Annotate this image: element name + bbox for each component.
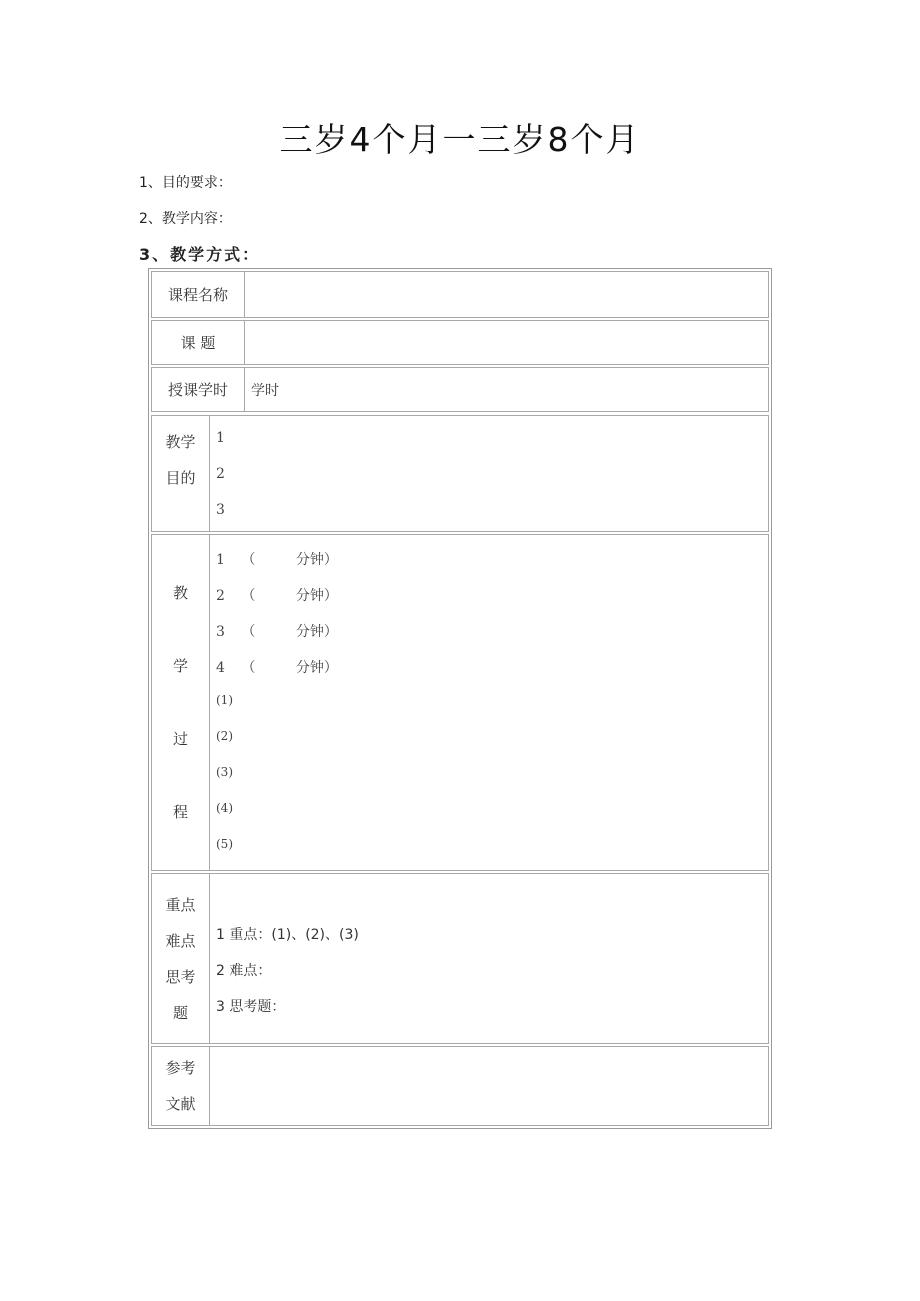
step-num: 1 [216, 552, 225, 568]
step-num: 3 [216, 624, 225, 640]
step-num: 4 [216, 660, 225, 676]
objective-1: 1 [216, 430, 225, 446]
process-label-2: 学 [172, 656, 188, 675]
process-subitem-2: (2) [216, 729, 233, 743]
step-open: （ [241, 660, 256, 676]
row-hours [151, 367, 769, 412]
course-name-value[interactable] [245, 272, 768, 317]
process-step-3 [216, 621, 338, 641]
hours-label: 授课学时 [152, 368, 245, 411]
objectives-label-line-1: 教学 [165, 433, 196, 451]
process-label [152, 535, 210, 870]
references-label-1: 参考 [165, 1059, 196, 1077]
references-label [152, 1047, 210, 1125]
key-label-2: 难点 [165, 931, 196, 950]
process-subitem-4: (4) [216, 801, 233, 815]
process-label-1: 教 [172, 583, 188, 602]
process-step-2 [216, 585, 338, 605]
course-name-label: 课程名称 [152, 272, 245, 317]
step-unit: 分钟） [295, 588, 338, 604]
references-value[interactable] [210, 1047, 768, 1125]
objective-3: 3 [216, 502, 225, 518]
lesson-plan-table [148, 268, 772, 1129]
requirement-3: 3、教学方式： [139, 245, 261, 264]
objectives-value[interactable] [210, 416, 768, 531]
step-num: 2 [216, 588, 225, 604]
key-item-1: 1 重点：(1)、(2)、(3) [216, 927, 359, 943]
objective-2: 2 [216, 466, 225, 482]
key-label [152, 874, 210, 1043]
requirement-1: 1、目的要求： [139, 175, 232, 191]
step-open: （ [241, 588, 256, 604]
page-title: 三岁4个月一三岁8个月 [279, 120, 641, 159]
process-step-4 [216, 657, 338, 677]
key-item-2: 2 难点： [216, 963, 272, 979]
requirement-2: 2、教学内容： [139, 211, 232, 227]
step-unit: 分钟） [295, 552, 338, 568]
topic-value[interactable] [245, 321, 768, 364]
key-label-4: 题 [172, 1003, 188, 1022]
key-item-3: 3 思考题： [216, 999, 286, 1015]
process-label-3: 过 [172, 729, 188, 748]
process-subitem-3: (3) [216, 765, 233, 779]
process-step-1 [216, 549, 338, 569]
process-subitem-1: (1) [216, 693, 233, 707]
references-label-2: 文献 [165, 1095, 196, 1113]
row-objectives [151, 415, 769, 532]
step-unit: 分钟） [295, 624, 338, 640]
objectives-label-line-2: 目的 [165, 469, 196, 487]
objectives-label [152, 416, 210, 531]
process-subitem-5: (5) [216, 837, 233, 851]
key-label-3: 思考 [165, 967, 196, 986]
key-label-1: 重点 [165, 895, 196, 914]
topic-label: 课 题 [152, 321, 245, 364]
step-open: （ [241, 552, 256, 568]
hours-value: 学时 [251, 383, 279, 399]
row-topic [151, 320, 769, 365]
row-references [151, 1046, 769, 1126]
row-process [151, 534, 769, 871]
process-label-4: 程 [172, 802, 188, 821]
process-value[interactable] [210, 535, 768, 870]
row-course-name [151, 271, 769, 318]
step-unit: 分钟） [295, 660, 338, 676]
hours-value-cell[interactable] [245, 368, 768, 411]
step-open: （ [241, 624, 256, 640]
key-value[interactable] [210, 874, 768, 1043]
row-key-points [151, 873, 769, 1044]
